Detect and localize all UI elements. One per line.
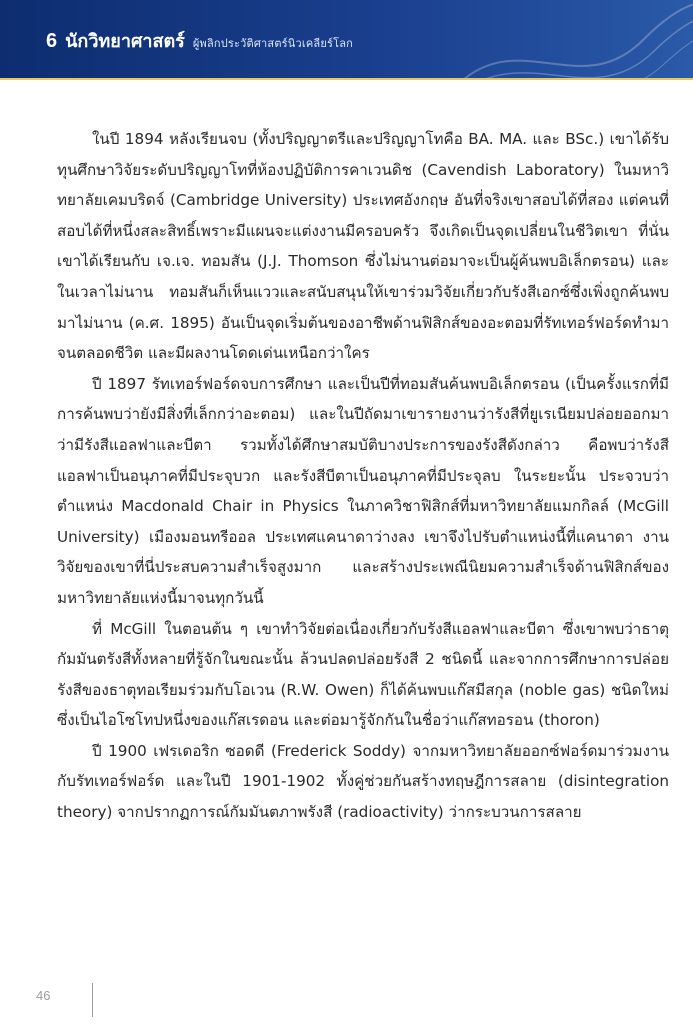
- header-wave-decoration: [463, 0, 693, 78]
- paragraph-3: ที่ McGill ในตอนต้น ๆ เขาทำวิจัยต่อเนื่องเกี่ยวกับรังสีแอลฟาและบีตา ซึ่งเขาพบว่าธาตุกัมมันตรังสีทั้งหลายที่รู้จักในขณะนั้น ล้วนปลดปล่อยรังสี 2 ชนิดนี้ และจากการศึกษาการปล่อยรังสีของธาตุทอเรียมร่วมกับโอเวน (R.W. Owen) ก็ได้ค้นพบแก๊สมีสกุล (noble gas) ชนิดใหม่ซึ่งเป็นไอโซโทปหนึ่งของแก๊สเรดอน และต่อมารู้จักกันในชื่อว่าแก๊สทอรอน (thoron): [57, 619, 669, 730]
- chapter-number: 6: [46, 30, 58, 52]
- paragraph-4: ปี 1900 เฟรเดอริก ซอดดี (Frederick Soddy) จากมหาวิทยาลัยออกซ์ฟอร์ดมาร่วมงานกับรัทเทอร์ฟอร์ด และในปี 1901-1902 ทั้งคู่ช่วยกันสร้างทฤษฎีการสลาย (disintegration theory) จากปรากฏการณ์กัมมันตภาพรังสี (radioactivity) ว่ากระบวนการสลาย: [57, 741, 669, 822]
- chapter-heading: [46, 26, 353, 55]
- article-body: [57, 124, 669, 828]
- footer-divider: [92, 983, 93, 1017]
- paragraph-1: ในปี 1894 หลังเรียนจบ (ทั้งปริญญาตรีและปริญญาโทคือ BA. MA. และ BSc.) เขาได้รับทุนศึกษาวิจัยระดับปริญญาโทที่ห้องปฏิบัติการคาเวนดิช (Cavendish Laboratory) ในมหาวิทยาลัยเคมบริดจ์ (Cambridge University) ประเทศอังกฤษ อันที่จริงเขาสอบได้ที่สอง แต่คนที่สอบได้ที่หนึ่งสละสิทธิ์เพราะมีแผนจะแต่งงานมีครอบครัว จึงเกิดเป็นจุดเปลี่ยนในชีวิตเขา ที่นั่นเขาได้เรียนกับ เจ.เจ. ทอมสัน (J.J. Thomson ซึ่งไม่นานต่อมาจะเป็นผู้ค้นพบอิเล็กตรอน) และในเวลาไม่นาน ทอมสันก็เห็นแววและสนับสนุนให้เขาร่วมวิจัยเกี่ยวกับรังสีเอกซ์ซึ่งเพิ่งถูกค้นพบมาไม่นาน (ค.ศ. 1895) อันเป็นจุดเริ่มต้นของอาชีพด้านฟิสิกส์ของอะตอมที่รัทเทอร์ฟอร์ดทำมาจนตลอดชีวิต และมีผลงานโดดเด่นเหนือกว่าใคร: [57, 130, 669, 363]
- chapter-title: นักวิทยาศาสตร์: [65, 31, 185, 52]
- page-number: 46: [36, 988, 51, 1003]
- chapter-subtitle: ผู้พลิกประวัติศาสตร์นิวเคลียร์โลก: [192, 37, 354, 50]
- chapter-header-band: [0, 0, 693, 78]
- header-divider: [0, 78, 693, 80]
- paragraph-2: ปี 1897 รัทเทอร์ฟอร์ดจบการศึกษา และเป็นปีที่ทอมสันค้นพบอิเล็กตรอน (เป็นครั้งแรกที่มีการค้นพบว่ายังมีสิ่งที่เล็กกว่าอะตอม) และในปีถัดมาเขารายงานว่ารังสีที่ยูเรเนียมปล่อยออกมาว่ามีรังสีแอลฟาและบีตา รวมทั้งได้ศึกษาสมบัติบางประการของรังสีดังกล่าว คือพบว่ารังสีแอลฟาเป็นอนุภาคที่มีประจุบวก และรังสีบีตาเป็นอนุภาคที่มีประจุลบ ในระยะนั้น ประจวบว่าตำแหน่ง Macdonald Chair in Physics ในภาควิชาฟิสิกส์ที่มหาวิทยาลัยแมกกิลล์ (McGill University) เมืองมอนทรีออล ประเทศแคนาดาว่างลง เขาจึงไปรับตำแหน่งนี้ที่แคนาดา งานวิจัยของเขาที่นี่ประสบความสำเร็จสูงมาก และสร้างประเพณีนิยมความสำเร็จด้านฟิสิกส์ของมหาวิทยาลัยแห่งนี้มาจนทุกวันนี้: [57, 374, 669, 607]
